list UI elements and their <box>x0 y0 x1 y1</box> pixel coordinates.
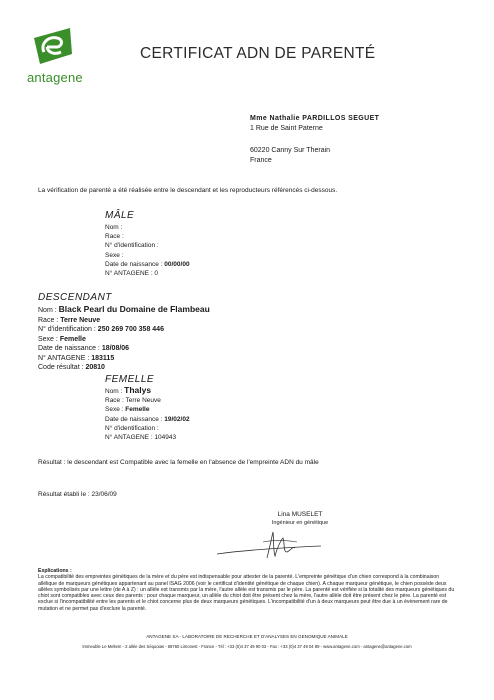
male-name: Nom : <box>105 224 123 231</box>
descendant-section-title: DESCENDANT <box>38 292 112 303</box>
male-dob: Date de naissance : 00/00/00 <box>105 260 190 268</box>
descendant-details <box>38 305 210 373</box>
female-name: Nom : Thalys <box>105 385 152 395</box>
descendant-code: Code résultat : 20810 <box>38 364 105 371</box>
descendant-name: Nom : Black Pearl du Domaine de Flambeau <box>38 304 210 314</box>
page-title: CERTIFICAT ADN DE PARENTÉ <box>140 45 376 62</box>
recipient-street: 1 Rue de Saint Paterne <box>250 125 323 132</box>
explanations <box>38 568 458 612</box>
descendant-antagene: N° ANTAGENE : 183115 <box>38 354 115 362</box>
male-sex: Sexe : <box>105 251 124 259</box>
footer-address: Immeuble Le Meltem - 2 allée des Séquoias - 69760 Limonest - France - Tél : +33 (0)4 37 49 90 03 - Fax : +33 (0)4 37 49 04 89 - www.antagene.com - antagene@antagene.com <box>82 644 412 649</box>
female-breed: Race : Terre Neuve <box>105 397 161 405</box>
result-text: Résultat : le descendant est Compatible avec la femelle en l'absence de l'empreinte ADN du mâle <box>38 459 319 466</box>
recipient-country: France <box>250 157 272 164</box>
explanations-body: La compatibilité des empreintes génétiques de la mère et du père est indispensable pour attester de la parenté. L'empreinte génétique d'un chien correspond à la combinaison allélique de marqueurs génétiques appartenant au panel ISAG 2006 (voir le certificat d'identité génétique de chaque chien). A chaque marqueur génétique, le chien possède deux allèles symbolisés par une lettre (de A à Z) : un allèle est transmis par la mère, l'autre allèle est transmis par le père. La parenté est vérifiée si la totalité des marqueurs génétiques du chiot sont compatibles avec ceux des parents : pour chaque marqueur, un allèle du chiot doit être présent chez la mère, l'autre allèle doit être présent chez le père. La parenté est exclue si l'incompatibilité entre les parents et le chiot concerne plus de deux marqueurs génétiques. L'incompatibilité d'un à deux marqueurs peut être due à un évènement rare de mutation et ne permet pas d'exclure la parenté. <box>38 574 455 612</box>
signatory-role: Ingénieur en génétique <box>271 520 329 526</box>
intro-text: La vérification de parenté a été réalisée entre le descendant et les reproducteurs référencés ci-dessous. <box>38 187 338 194</box>
recipient-city: 60220 Canny Sur Therain <box>250 147 331 154</box>
male-antagene: N° ANTAGENE : 0 <box>105 270 159 278</box>
signatory-block <box>255 510 345 528</box>
descendant-dob: Date de naissance : 18/08/06 <box>38 345 130 352</box>
descendant-sex: Sexe : Femelle <box>38 335 86 343</box>
footer-company: ANTAGENE SA - LABORATOIRE DE RECHERCHE ET D'ANALYSES EN GENOMIQUE ANIMALE <box>146 634 348 639</box>
male-id: N° d'identification : <box>105 242 159 250</box>
female-dob: Date de naissance : 19/02/02 <box>105 415 190 423</box>
male-details <box>105 223 190 278</box>
result-date: Résultat établi le : 23/06/09 <box>38 491 117 498</box>
male-breed: Race : <box>105 233 124 241</box>
descendant-id: N° d'identification : 250 269 700 358 446 <box>38 326 164 333</box>
signatory-name: Lina MUSELET <box>277 511 323 518</box>
male-section-title: MÂLE <box>105 210 135 221</box>
female-section-title: FEMELLE <box>105 374 155 385</box>
explanations-heading: Explications : <box>38 568 72 574</box>
antagene-logo-icon <box>30 24 76 68</box>
female-antagene: N° ANTAGENE : 104943 <box>105 434 177 442</box>
descendant-breed: Race : Terre Neuve <box>38 316 101 324</box>
signature-icon <box>215 528 325 562</box>
recipient-address <box>250 114 379 166</box>
female-sex: Sexe : Femelle <box>105 406 150 414</box>
female-id: N° d'identification : <box>105 424 159 432</box>
logo-text: antagene <box>27 70 83 85</box>
female-details <box>105 386 190 442</box>
recipient-name: Mme Nathalie PARDILLOS SEGUET <box>250 115 380 122</box>
